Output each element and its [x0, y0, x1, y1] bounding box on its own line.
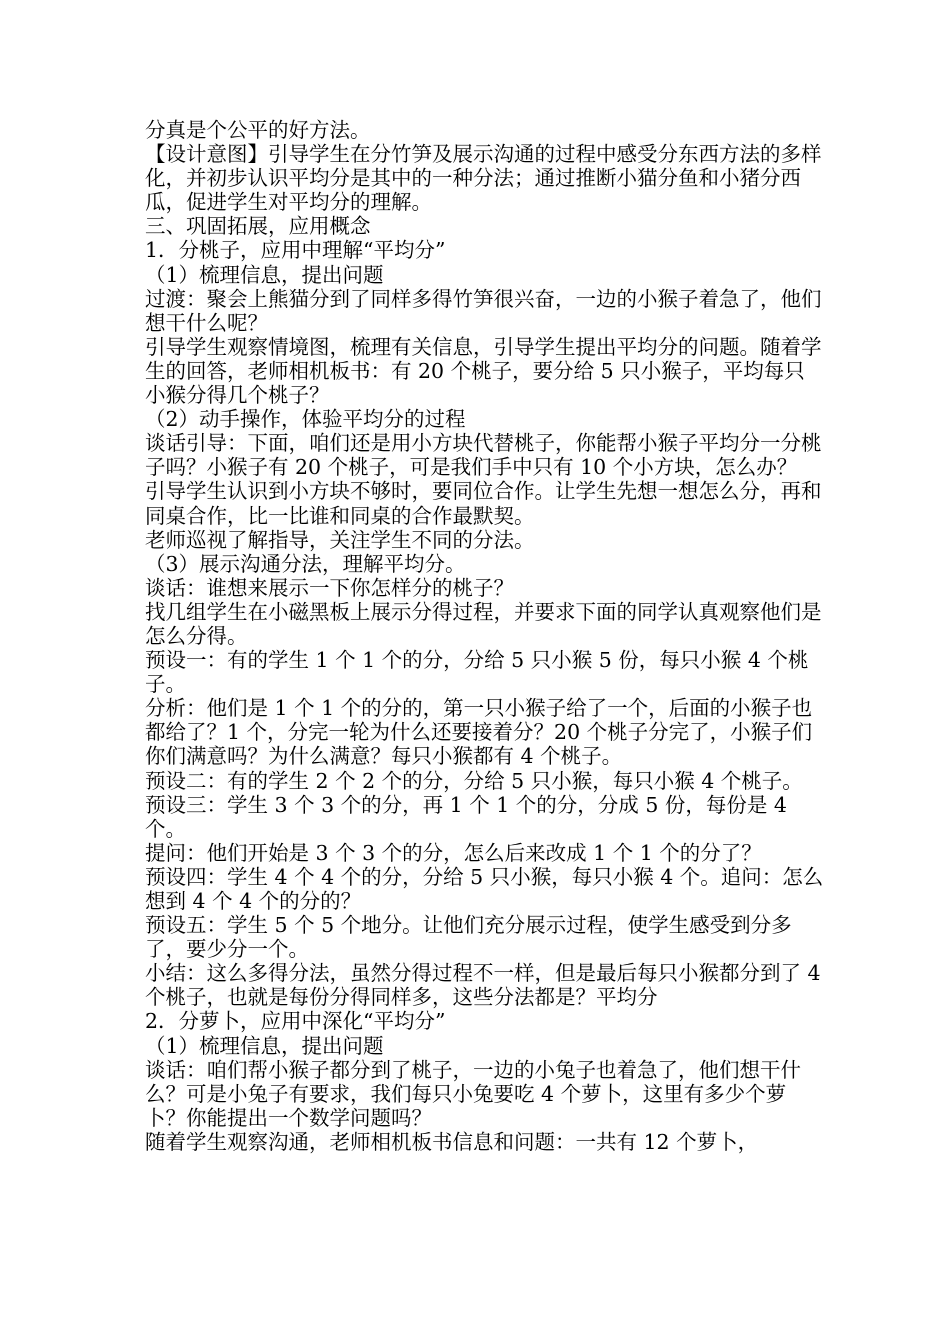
- step-heading: （2）动手操作，体验平均分的过程: [145, 407, 466, 432]
- step-heading: （1）梳理信息，提出问题: [145, 262, 384, 287]
- step-heading: （1）梳理信息，提出问题: [145, 1033, 384, 1058]
- paragraph: 引导学生认识到小方块不够时，要同位合作。让学生先想一想怎么分，再和同桌合作，比一比谁和同桌的合作最默契。: [145, 479, 822, 528]
- paragraph-preset-1: 预设一：有的学生 1 个 1 个的分，分给 5 只小猴 5 份，每只小猴 4 个桃子。: [145, 648, 809, 697]
- paragraph: 随着学生观察沟通，老师相机板书信息和问题：一共有 12 个萝卜，: [145, 1129, 759, 1154]
- paragraph: 过渡：聚会上熊猫分到了同样多得竹笋很兴奋，一边的小猴子着急了，他们想干什么呢？: [145, 286, 822, 335]
- section-heading: 三、巩固拓展，应用概念: [145, 214, 371, 239]
- paragraph: 分真是个公平的好方法。: [145, 118, 371, 142]
- subsection-heading: 1．分桃子，应用中理解“平均分”: [145, 238, 446, 263]
- step-heading: （3）展示沟通分法，理解平均分。: [145, 551, 466, 576]
- paragraph-preset-4: 预设四：学生 4 个 4 个的分，分给 5 只小猴，每只小猴 4 个。追问：怎么想到 4 个 4 个的分的？: [145, 864, 824, 913]
- paragraph: 谈话引导：下面，咱们还是用小方块代替桃子，你能帮小猴子平均分一分桃子吗？小猴子有 20 个桃子，可是我们手中只有 10 个小方块，怎么办？: [145, 431, 822, 480]
- paragraph: 引导学生观察情境图，梳理有关信息，引导学生提出平均分的问题。随着学生的回答，老师相机板书：有 20 个桃子，要分给 5 只小猴子，平均每只小猴分得几个桃子？: [145, 334, 822, 408]
- paragraph-preset-2: 预设二：有的学生 2 个 2 个的分，分给 5 只小猴，每只小猴 4 个桃子。: [145, 768, 803, 793]
- paragraph: 老师巡视了解指导，关注学生不同的分法。: [145, 527, 535, 552]
- paragraph-question: 提问：他们开始是 3 个 3 个的分，怎么后来改成 1 个 1 个的分了？: [145, 840, 762, 865]
- paragraph: 谈话：咱们帮小猴子都分到了桃子，一边的小兔子也着急了，他们想干什么？可是小兔子有要求，我们每只小兔要吃 4 个萝卜，这里有多少个萝卜？你能提出一个数学问题吗？: [145, 1057, 801, 1130]
- paragraph-analysis: 分析：他们是 1 个 1 个的分的，第一只小猴子给了一个，后面的小猴子也都给了？1 个，分完一轮为什么还要接着分？20 个桃子分完了，小猴子们你们满意吗？为什么满意？每只小猴都有 4 个桃子。: [145, 696, 813, 769]
- paragraph-summary: 小结：这么多得分法，虽然分得过程不一样，但是最后每只小猴都分到了 4 个桃子，也就是每份分得同样多，这些分法都是？平均分: [145, 961, 821, 1010]
- paragraph-design-intent: 【设计意图】引导学生在分竹笋及展示沟通的过程中感受分东西方法的多样化，并初步认识平均分是其中的一种分法；通过推断小猫分鱼和小猪分西瓜，促进学生对平均分的理解。: [145, 142, 822, 215]
- paragraph: 找几组学生在小磁黑板上展示分得过程，并要求下面的同学认真观察他们是怎么分得。: [145, 599, 822, 648]
- paragraph-preset-3: 预设三：学生 3 个 3 个的分，再 1 个 1 个的分，分成 5 份，每份是 4 个。: [145, 792, 787, 841]
- paragraph: 谈话：谁想来展示一下你怎样分的桃子？: [145, 575, 514, 600]
- document-page: [145, 118, 825, 1154]
- subsection-heading: 2．分萝卜，应用中深化“平均分”: [145, 1009, 446, 1034]
- paragraph-preset-5: 预设五：学生 5 个 5 个地分。让他们充分展示过程，使学生感受到分多了，要少分一个。: [145, 913, 792, 962]
